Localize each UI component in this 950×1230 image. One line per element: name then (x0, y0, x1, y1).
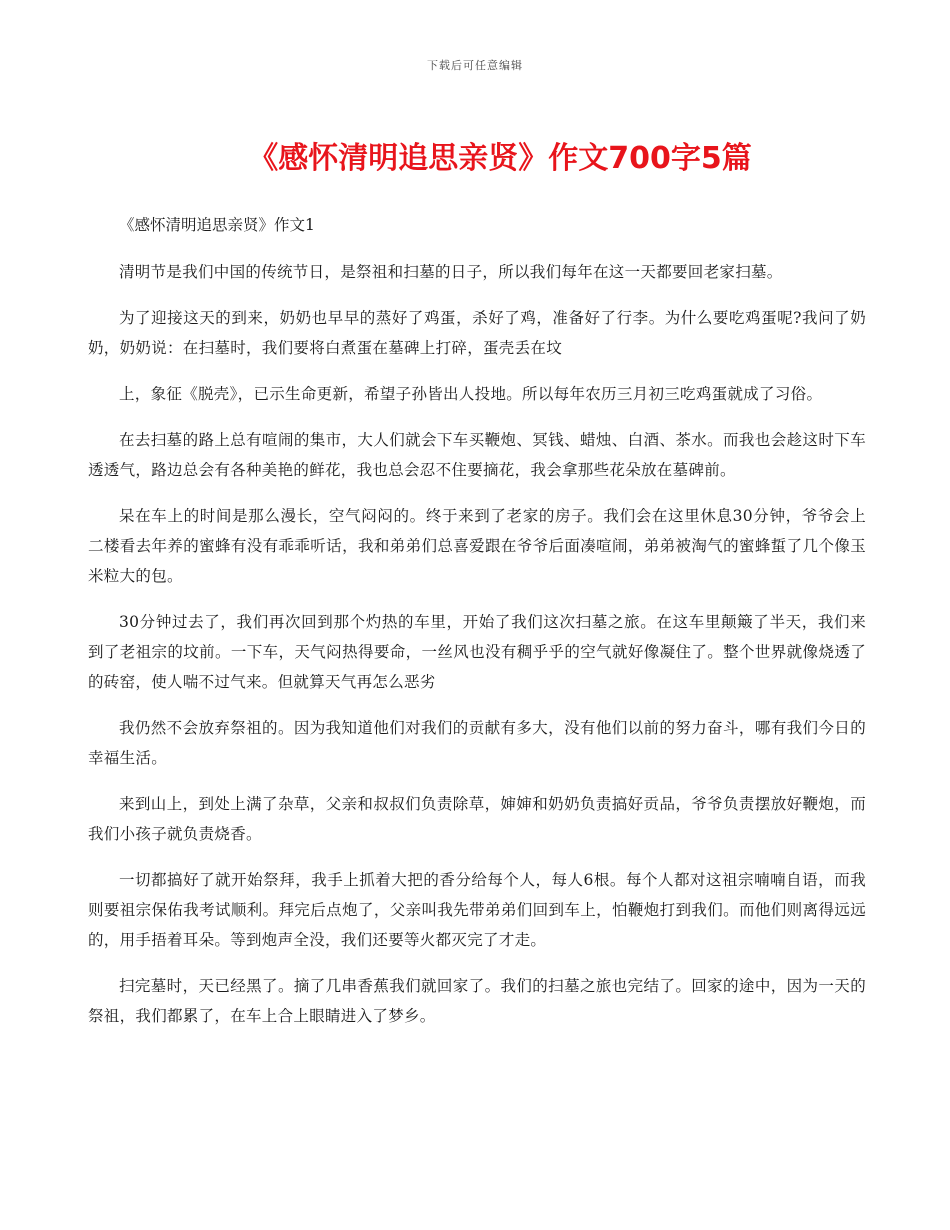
essay-subtitle: 《感怀清明追思亲贤》作文1 (119, 216, 315, 234)
paragraph: 30分钟过去了，我们再次回到那个灼热的车里，开始了我们这次扫墓之旅。在这车里颠簸了半天，我们来到了老祖宗的坟前。一下车，天气闷热得要命，一丝风也没有稠乎乎的空气就好像凝住了。整个世界就像烧透了的砖窑，使人喘不过气来。但就算天气再怎么恶劣 (88, 613, 866, 691)
paragraph: 一切都搞好了就开始祭拜，我手上抓着大把的香分给每个人，每人6根。每个人都对这祖宗喃喃自语，而我则要祖宗保佑我考试顺利。拜完后点炮了，父亲叫我先带弟弟们回到车上，怕鞭炮打到我们。而他们则离得远远的，用手捂着耳朵。等到炮声全没，我们还要等火都灭完了才走。 (88, 871, 866, 949)
paragraph: 我仍然不会放弃祭祖的。因为我知道他们对我们的贡献有多大，没有他们以前的努力奋斗，哪有我们今日的幸福生活。 (88, 719, 866, 767)
paragraph: 来到山上，到处上满了杂草，父亲和叔叔们负责除草，婶婶和奶奶负责搞好贡品，爷爷负责摆放好鞭炮，而我们小孩子就负责烧香。 (88, 795, 866, 843)
paragraph: 清明节是我们中国的传统节日，是祭祖和扫墓的日子，所以我们每年在这一天都要回老家扫墓。 (119, 263, 783, 281)
paragraph: 上，象征《脱壳》，已示生命更新，希望子孙皆出人投地。所以每年农历三月初三吃鸡蛋就成了习俗。 (119, 385, 823, 403)
document-title: 《感怀清明追思亲贤》作文700字5篇 (248, 141, 752, 176)
paragraph: 在去扫墓的路上总有喧闹的集市，大人们就会下车买鞭炮、冥钱、蜡烛、白酒、茶水。而我也会趁这时下车透透气，路边总会有各种美艳的鲜花，我也总会忍不住要摘花，我会拿那些花朵放在墓碑前。 (88, 431, 866, 479)
document-body (88, 208, 866, 1047)
paragraph: 扫完墓时，天已经黑了。摘了几串香蕉我们就回家了。我们的扫墓之旅也完结了。回家的途中，因为一天的祭祖，我们都累了，在车上合上眼睛进入了梦乡。 (88, 977, 866, 1025)
paragraph: 呆在车上的时间是那么漫长，空气闷闷的。终于来到了老家的房子。我们会在这里休息30分钟，爷爷会上二楼看去年养的蜜蜂有没有乖乖听话，我和弟弟们总喜爱跟在爷爷后面凑喧闹，弟弟被淘气的蜜蜂蜇了几个像玉米粒大的包。 (88, 507, 866, 585)
page-header-note: 下载后可任意编辑 (427, 59, 523, 72)
paragraph: 为了迎接这天的到来，奶奶也早早的蒸好了鸡蛋，杀好了鸡，准备好了行李。为什么要吃鸡蛋呢?我问了奶奶，奶奶说：在扫墓时，我们要将白煮蛋在墓碑上打碎，蛋壳丢在坟 (88, 309, 866, 357)
